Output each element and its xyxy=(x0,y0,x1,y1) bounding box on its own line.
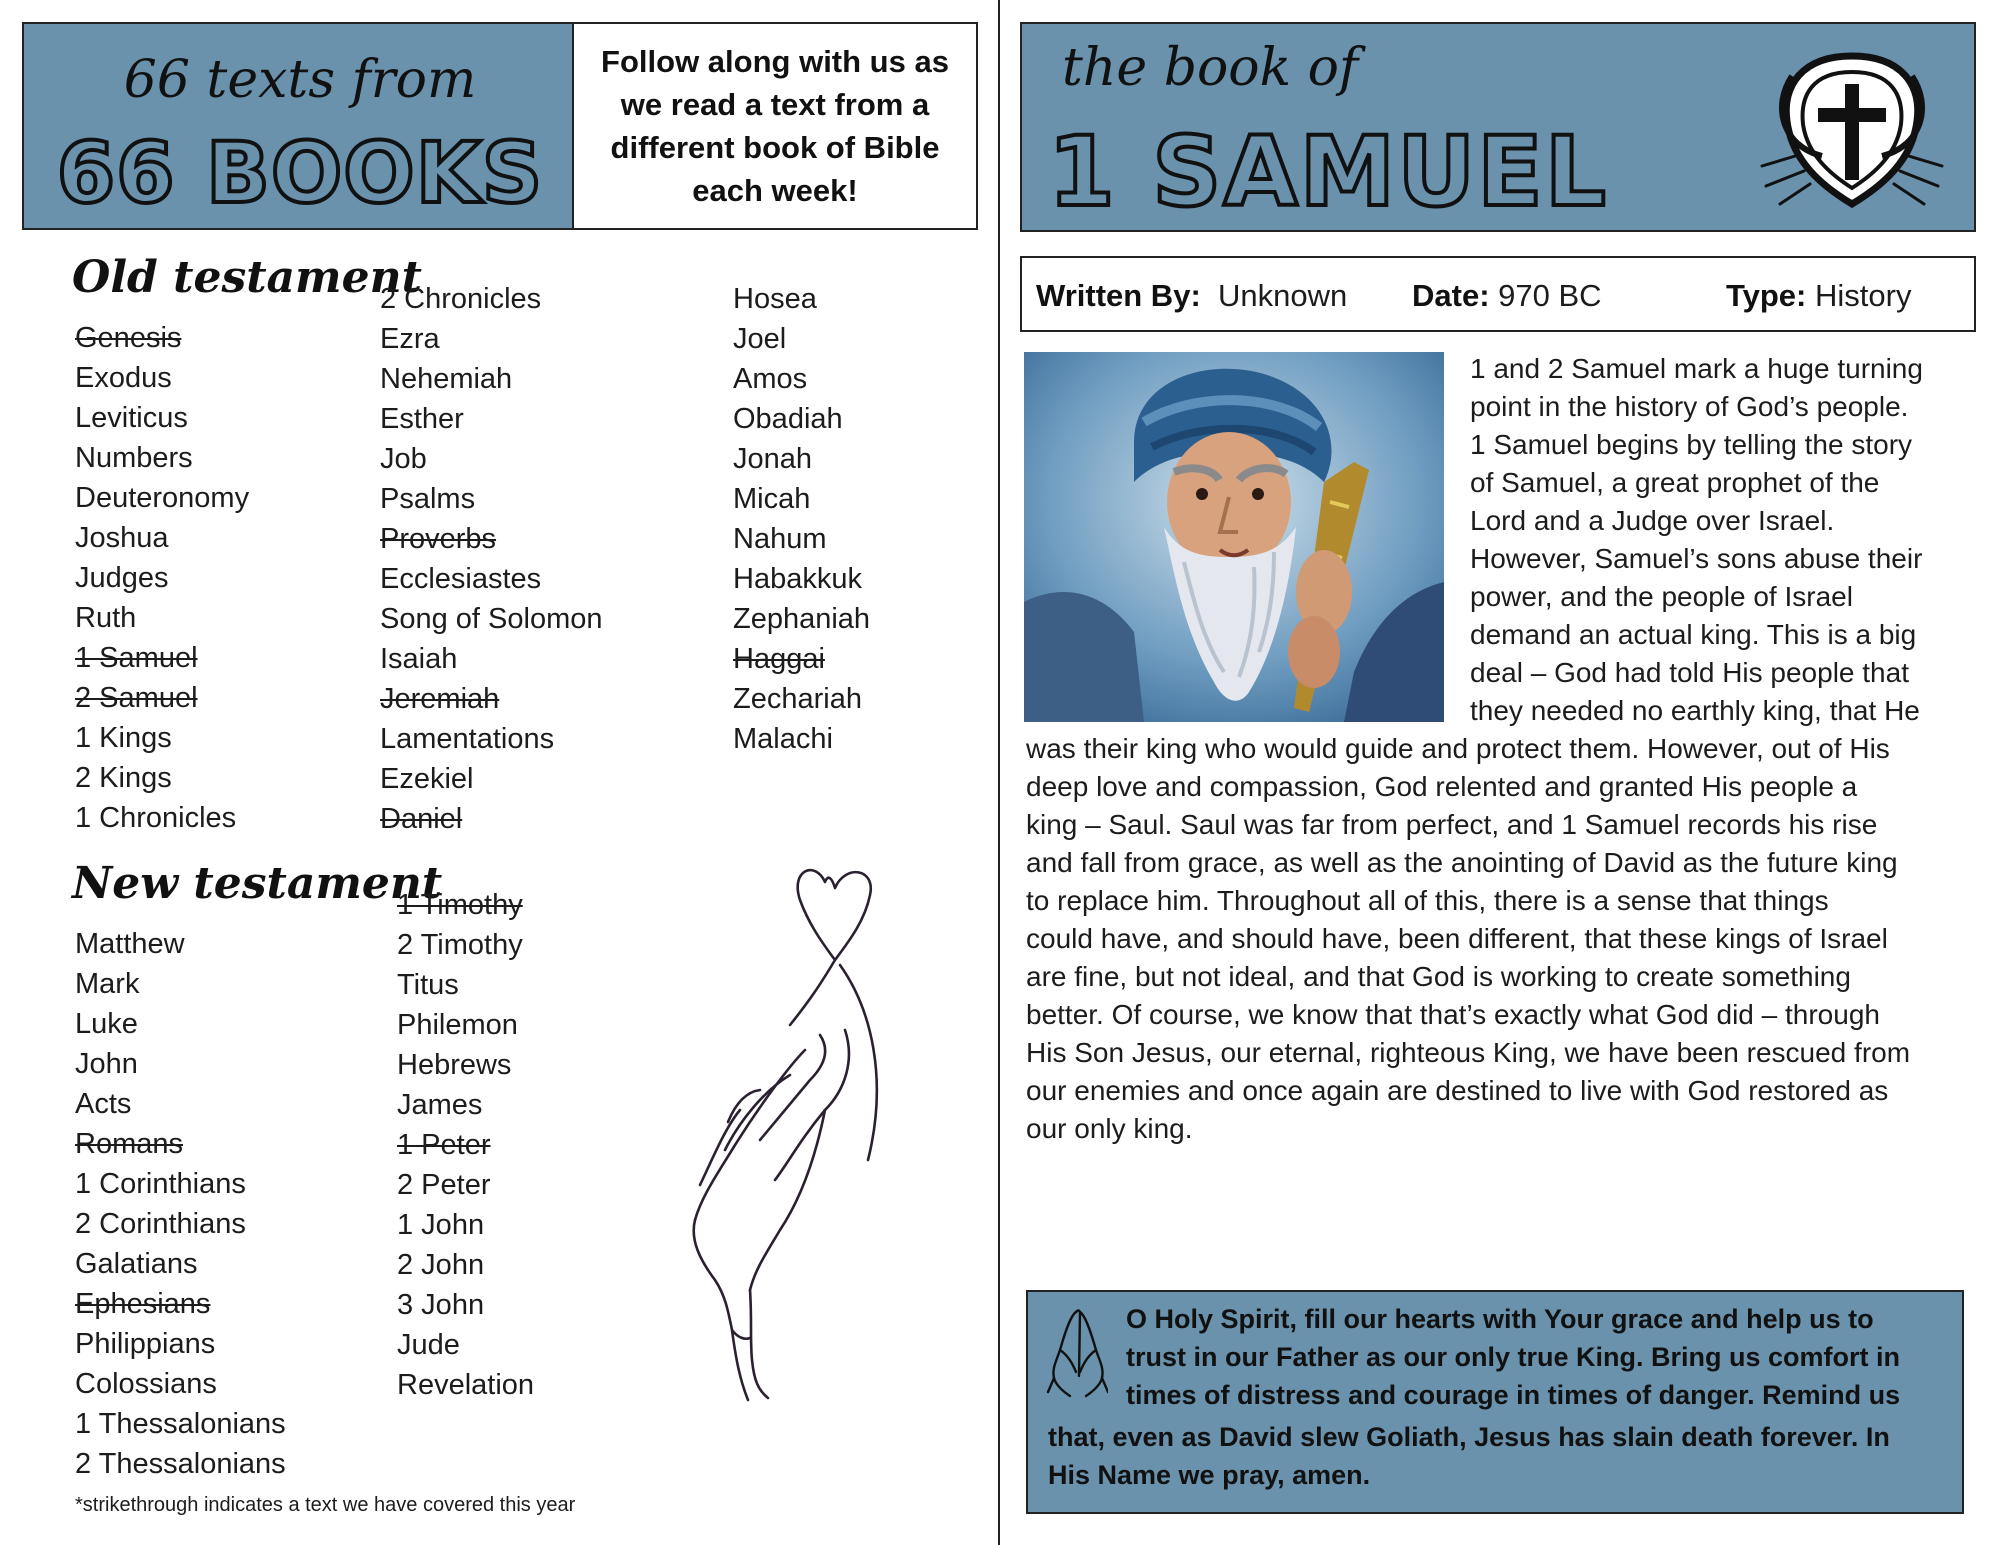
description-line: point in the history of God’s people. xyxy=(1470,391,1909,422)
description-line: better. Of course, we know that that’s exactly what God did – through xyxy=(1026,999,1880,1030)
book-list-item: Revelation xyxy=(397,1369,535,1401)
book-list-item: 2 Peter xyxy=(397,1169,491,1201)
book-list-item: Esther xyxy=(380,403,464,435)
book-list-item: Ruth xyxy=(75,602,137,634)
type-value: History xyxy=(1815,278,1912,313)
book-list-item: Amos xyxy=(733,363,808,395)
strikethrough-footnote: *strikethrough indicates a text we have covered this year xyxy=(75,1494,576,1516)
description-line: our enemies and once again are destined to live with God restored as xyxy=(1026,1075,1889,1106)
description-line: our only king. xyxy=(1026,1113,1193,1144)
new-testament-heading: New testament xyxy=(72,858,443,909)
description-line: Lord and a Judge over Israel. xyxy=(1470,505,1835,536)
description-line: could have, and should have, been different, that these kings of Israel xyxy=(1026,923,1888,954)
book-list-item: Lamentations xyxy=(380,723,555,755)
book-list-item: Daniel xyxy=(380,803,463,835)
description-line: 1 and 2 Samuel mark a huge turning xyxy=(1470,353,1923,384)
book-list-item: 2 Timothy xyxy=(397,929,523,961)
book-list-item: Galatians xyxy=(75,1248,198,1280)
description-line: king – Saul. Saul was far from perfect, and 1 Samuel records his rise xyxy=(1026,809,1878,840)
book-title: 1 SAMUEL xyxy=(1048,116,1608,228)
book-list-item: Joshua xyxy=(75,522,169,554)
book-list-item: 1 Peter xyxy=(397,1129,491,1161)
book-list-item: 2 Chronicles xyxy=(380,283,542,315)
celtic-cross-emblem-icon xyxy=(1752,36,1952,222)
book-list-item: 1 Chronicles xyxy=(75,802,237,834)
date-label: Date: xyxy=(1412,278,1490,313)
book-list-item: John xyxy=(75,1048,138,1080)
prayer-full xyxy=(1048,1418,1890,1494)
description-line: power, and the people of Israel xyxy=(1470,581,1853,612)
book-list-item: 2 Samuel xyxy=(75,682,198,714)
book-list-item: Malachi xyxy=(733,723,833,755)
new-testament-column-2 xyxy=(397,885,534,1405)
book-list-item: 2 John xyxy=(397,1249,485,1281)
follow-along-box xyxy=(574,22,978,230)
type xyxy=(1726,278,1911,314)
description-line: demand an actual king. This is a big xyxy=(1470,619,1917,650)
book-list-item: Haggai xyxy=(733,643,825,675)
book-list-item: 2 Thessalonians xyxy=(75,1448,286,1480)
book-list-item: Micah xyxy=(733,483,811,515)
praying-hands-icon xyxy=(1046,1306,1108,1402)
book-list-item: Ecclesiastes xyxy=(380,563,542,595)
book-list-item: Leviticus xyxy=(75,402,188,434)
description-line: are fine, but not ideal, and that God is working to create something xyxy=(1026,961,1851,992)
written-by xyxy=(1036,278,1347,314)
old-testament-column-2 xyxy=(380,279,602,839)
book-list-item: Nehemiah xyxy=(380,363,513,395)
the-book-of-label: the book of xyxy=(1062,38,1359,98)
book-list-item: Colossians xyxy=(75,1368,217,1400)
prayer-line: trust in our Father as our only true King. Bring us comfort in xyxy=(1126,1342,1901,1372)
book-info-bar xyxy=(1020,256,1976,332)
book-list-item: Titus xyxy=(397,969,459,1001)
book-list-item: 3 John xyxy=(397,1289,485,1321)
book-list-item: 1 Thessalonians xyxy=(75,1408,286,1440)
book-list-item: Ezekiel xyxy=(380,763,474,795)
date xyxy=(1412,278,1602,314)
description-full xyxy=(1026,730,1910,1148)
book-list-item: Philippians xyxy=(75,1328,216,1360)
book-list-item: 1 John xyxy=(397,1209,485,1241)
description-line: His Son Jesus, our eternal, righteous King, we have been rescued from xyxy=(1026,1037,1911,1068)
description-line: was their king who would guide and protect them. However, out of His xyxy=(1026,733,1890,764)
praying-hands-heart-icon xyxy=(640,860,900,1420)
old-testament-column-1 xyxy=(75,318,249,838)
written-by-label: Written By: xyxy=(1036,278,1201,313)
book-list-item: Isaiah xyxy=(380,643,458,675)
description-line: deal – God had told His people that xyxy=(1470,657,1909,688)
prayer-line: times of distress and courage in times of danger. Remind us xyxy=(1126,1380,1901,1410)
book-list-item: Proverbs xyxy=(380,523,497,555)
book-list-item: Song of Solomon xyxy=(380,603,603,635)
book-list-item: 2 Kings xyxy=(75,762,172,794)
book-list-item: Exodus xyxy=(75,362,172,394)
book-list-item: Hebrews xyxy=(397,1049,512,1081)
book-list-item: 2 Corinthians xyxy=(75,1208,246,1240)
book-list-item: Ezra xyxy=(380,323,440,355)
written-by-value: Unknown xyxy=(1218,278,1348,313)
left-header-banner xyxy=(22,22,574,230)
samuel-portrait-image xyxy=(1024,352,1444,722)
book-list-item: 1 Samuel xyxy=(75,642,198,674)
prayer-indented xyxy=(1126,1300,1900,1414)
description-wrapped xyxy=(1470,350,1923,730)
date-value: 970 BC xyxy=(1498,278,1602,313)
old-testament-column-3 xyxy=(733,279,870,759)
prayer-box xyxy=(1026,1290,1964,1514)
book-list-item: Mark xyxy=(75,968,140,1000)
right-header-banner xyxy=(1020,22,1976,232)
prayer-line: that, even as David slew Goliath, Jesus has slain death forever. In xyxy=(1048,1422,1890,1452)
book-list-item: Jeremiah xyxy=(380,683,500,715)
book-list-item: Zephaniah xyxy=(733,603,871,635)
book-list-item: Jonah xyxy=(733,443,813,475)
description-line: However, Samuel’s sons abuse their xyxy=(1470,543,1923,574)
book-list-item: Genesis xyxy=(75,322,182,354)
book-list-item: Zechariah xyxy=(733,683,862,715)
book-list-item: Hosea xyxy=(733,283,817,315)
book-list-item: Deuteronomy xyxy=(75,482,250,514)
description-line: of Samuel, a great prophet of the xyxy=(1470,467,1880,498)
prayer-line: O Holy Spirit, fill our hearts with Your grace and help us to xyxy=(1126,1304,1874,1334)
description-line: deep love and compassion, God relented and granted His people a xyxy=(1026,771,1858,802)
book-list-item: Ephesians xyxy=(75,1288,211,1320)
book-list-item: 1 Corinthians xyxy=(75,1168,246,1200)
book-list-item: Romans xyxy=(75,1128,183,1160)
book-list-item: Psalms xyxy=(380,483,476,515)
book-list-item: Matthew xyxy=(75,928,185,960)
type-label: Type: xyxy=(1726,278,1807,313)
old-testament-heading: Old testament xyxy=(72,252,422,303)
book-list-item: Jude xyxy=(397,1329,460,1361)
description-line: they needed no earthly king, that He xyxy=(1470,695,1920,726)
book-list-item: Habakkuk xyxy=(733,563,862,595)
book-list-item: Joel xyxy=(733,323,787,355)
book-list-item: 1 Timothy xyxy=(397,889,523,921)
description-line: to replace him. Throughout all of this, there is a sense that things xyxy=(1026,885,1829,916)
prayer-line: His Name we pray, amen. xyxy=(1048,1460,1371,1490)
book-list-item: Obadiah xyxy=(733,403,843,435)
book-list-item: Nahum xyxy=(733,523,827,555)
book-list-item: Philemon xyxy=(397,1009,518,1041)
header-script-line: 66 texts from xyxy=(123,50,477,110)
new-testament-column-1 xyxy=(75,924,286,1484)
book-list-item: 1 Kings xyxy=(75,722,172,754)
book-list-item: Job xyxy=(380,443,427,475)
book-list-item: Luke xyxy=(75,1008,138,1040)
book-list-item: Judges xyxy=(75,562,169,594)
follow-along-text: Follow along with us as we read a text from a different book of Bible each week! xyxy=(601,44,949,208)
description-line: and fall from grace, as well as the anointing of David as the future king xyxy=(1026,847,1898,878)
header-big-line: 66 BOOKS xyxy=(56,124,544,222)
description-line: 1 Samuel begins by telling the story xyxy=(1470,429,1913,460)
book-list-item: James xyxy=(397,1089,483,1121)
page-divider xyxy=(998,0,1000,1545)
book-list-item: Numbers xyxy=(75,442,193,474)
book-list-item: Acts xyxy=(75,1088,132,1120)
